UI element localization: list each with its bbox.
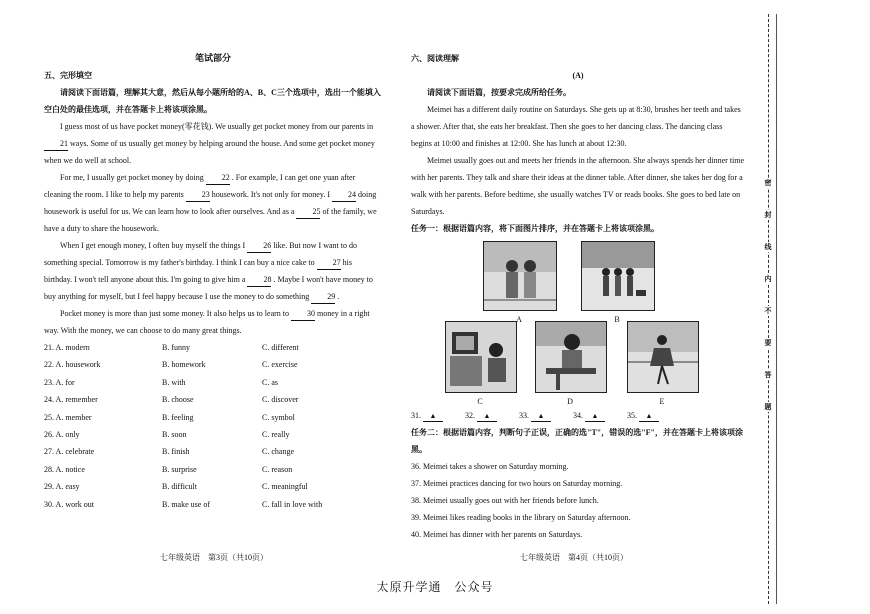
blank-25: 25 — [296, 206, 320, 219]
option-29-c: C. meaningful — [262, 482, 308, 492]
blank-27: 27 — [317, 257, 341, 270]
statement-37: 37. Meimei practices dancing for two hours on Saturday morning. — [411, 479, 623, 488]
option-28-c: C. reason — [262, 464, 293, 474]
blank-28: 28 — [247, 274, 271, 287]
section-heading: 笔试部分 — [194, 53, 231, 63]
task-1: 任务一：根据语篇内容，将下面图片排序，并在答题卡上将该项涂黑。 — [411, 224, 659, 233]
picture-c-label: C — [477, 397, 483, 406]
blank-22: 22 — [206, 172, 230, 185]
answer-32: 32. ▲ — [465, 407, 497, 424]
picture-e — [627, 321, 699, 393]
binding-char-6: 要 — [760, 338, 776, 348]
statement-38: 38. Meimei usually goes out with her friends before lunch. — [411, 496, 599, 505]
option-30-a: 30. A. work out — [44, 499, 94, 509]
blank-29: 29 — [311, 291, 335, 304]
option-29-a: 29. A. easy — [44, 482, 80, 492]
option-25-c: C. symbol — [262, 412, 295, 422]
reading-title: 六、阅读理解 — [411, 54, 459, 63]
answer-35: 35. ▲ — [627, 407, 659, 424]
option-22-a: 22. A. housework — [44, 360, 101, 370]
binding-solid-line — [776, 14, 777, 604]
picture-b — [581, 241, 655, 311]
left-column — [44, 50, 382, 513]
picture-e-label: E — [659, 397, 665, 406]
binding-char-5: 不 — [760, 306, 776, 316]
option-24-b: B. choose — [162, 395, 194, 405]
cloze-paragraph-4: Pocket money is more than just some money. It also helps us to learn to 30 money in a right way. With the money, we can choose to do many great things. — [44, 309, 370, 335]
cloze-paragraph-3: When I get enough money, I often buy myself the things I 26 like. But now I want to do something special. Tomorrow is my father's birthday. I think I can buy a nice cake to 27 his birthday. I won't tell anyone about this. I'm going to give him a 28 . Maybe I won't have money to buy anything for myself, but I feel happy because I use the money to do something 29 . — [44, 237, 382, 305]
page-footer-right: 七年级英语 第4页（共10页） — [520, 553, 628, 562]
option-25-a: 25. A. member — [44, 412, 92, 422]
blank-30: 30 — [291, 308, 315, 321]
option-27-b: B. finish — [162, 447, 190, 457]
option-23-b: B. with — [162, 377, 186, 387]
answer-34: 34. ▲ — [573, 407, 605, 424]
answer-33: 33. ▲ — [519, 407, 551, 424]
picture-a — [483, 241, 557, 311]
picture-c — [445, 321, 517, 393]
option-26-c: C. really — [262, 430, 290, 440]
option-27-c: C. change — [262, 447, 294, 457]
option-29-b: B. difficult — [162, 482, 197, 492]
reading-paragraph-1: Meimei has a different daily routine on Saturdays. She gets up at 8:30, brushes her teeth and takes a shower. After that, she eats her breakfast. Then she goes to her dancing class. The dancing class begins at 10:00 and finishes at 12:00. She has lunch at about 12:30. — [411, 105, 741, 148]
binding-char-4: 内 — [760, 274, 776, 284]
option-23-a: 23. A. for — [44, 377, 75, 387]
option-22-c: C. exercise — [262, 360, 298, 370]
reading-part: (A) — [572, 71, 584, 80]
cloze-title: 五、完形填空 — [44, 71, 92, 80]
option-26-a: 26. A. only — [44, 430, 80, 440]
option-30-c: C. fall in love with — [262, 499, 323, 509]
binding-char-2: 封 — [760, 210, 776, 220]
option-23-c: C. as — [262, 377, 278, 387]
picture-d-label: D — [567, 397, 573, 406]
option-21-a: 21. A. modern — [44, 343, 90, 352]
page-footer-left: 七年级英语 第3页（共10页） — [160, 553, 268, 562]
reading-paragraph-2: Meimei usually goes out and meets her friends in the afternoon. She always spends her dinner time with her parents. They talk and share their ideas at the dinner table. After dinner, she takes her dog for a walk with her parents. Before bedtime, she usually watches TV or reads books. She goes to bed late on Saturdays. — [411, 156, 745, 216]
picture-d — [535, 321, 607, 393]
binding-char-3: 线 — [760, 242, 776, 252]
option-28-b: B. surprise — [162, 464, 197, 474]
option-25-b: B. feeling — [162, 412, 194, 422]
task-2: 任务二：根据语篇内容，判断句子正误，正确的选"T"，错误的选"F"，并在答题卡上将该项涂黑。 — [411, 428, 743, 454]
reading-instructions: 请阅读下面语篇，按要求完成所给任务。 — [427, 88, 571, 97]
answer-31: 31. ▲ — [411, 407, 443, 424]
option-24-a: 24. A. remember — [44, 395, 98, 405]
picture-a-label: A — [516, 315, 522, 324]
watermark: 太原升学通 公众号 — [376, 580, 494, 594]
blank-21: 21 — [44, 138, 68, 151]
binding-char-8: 题 — [760, 402, 776, 412]
option-30-b: B. make use of — [162, 499, 210, 509]
right-column — [411, 50, 745, 543]
blank-26: 26 — [247, 240, 271, 253]
statement-36: 36. Meimei takes a shower on Saturday morning. — [411, 462, 569, 471]
option-21-b: B. funny — [162, 343, 190, 352]
blank-23: 23 — [186, 189, 210, 202]
binding-char-7: 答 — [760, 370, 776, 380]
option-21-c: C. different — [262, 343, 299, 352]
cloze-paragraph-2: For me, I usually get pocket money by doing 22 . For example, I can get one yuan after cleaning the room. I like to help my parents 23 housework. It's not only for money. I 24 doing housework is useful for us. We can learn how to look after ourselves. And as a 25 of the family, we have a duty to share the housework. — [44, 173, 377, 233]
picture-b-label: B — [614, 315, 620, 324]
picture-set — [411, 237, 745, 407]
binding-char-1: 密 — [760, 178, 776, 188]
blank-24: 24 — [332, 189, 356, 202]
options-list — [44, 339, 382, 513]
cloze-paragraph-1: I guess most of us have pocket money(零花钱). We usually get pocket money from our parents in 21 ways. Some of us usually get money by helping around the house. And some get pocket money when we do well at school. — [44, 122, 375, 165]
option-26-b: B. soon — [162, 430, 187, 440]
option-24-c: C. discover — [262, 395, 299, 405]
cloze-instructions: 请阅读下面语篇，理解其大意，然后从每小题所给的A、B、C三个选项中，选出一个能填入空白处的最佳选项，并在答题卡上将该项涂黑。 — [44, 88, 381, 114]
statement-40: 40. Meimei has dinner with her parents on Saturdays. — [411, 530, 583, 539]
option-27-a: 27. A. celebrate — [44, 447, 95, 457]
option-28-a: 28. A. notice — [44, 464, 85, 474]
option-22-b: B. homework — [162, 360, 206, 370]
statement-39: 39. Meimei likes reading books in the library on Saturday afternoon. — [411, 513, 631, 522]
